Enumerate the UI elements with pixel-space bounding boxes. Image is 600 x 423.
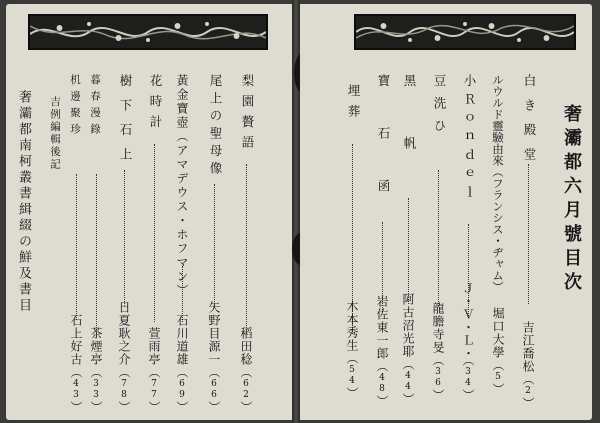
toc-item-title: 花時計: [148, 74, 163, 136]
toc-item-title: 埋葬: [346, 84, 361, 125]
toc-item-title: 机邊聚珍: [69, 74, 81, 140]
toc-item-author-page: 阿古沼光耶（44）: [401, 293, 415, 406]
toc-item-author-page: Ｊ・Ｖ・Ｌ・（34）: [461, 282, 475, 402]
dotted-leader: [154, 144, 155, 322]
ornament-vine-right: [354, 14, 576, 50]
toc-item: [116, 74, 134, 414]
toc-item: [460, 74, 478, 414]
toc-item-author-page: 龍膽寺旻（36）: [431, 302, 445, 402]
toc-item-page: 36: [433, 367, 443, 389]
toc-item-page: 77: [149, 379, 159, 401]
dotted-leader: [528, 164, 529, 304]
toc-item: [520, 74, 538, 414]
toc-item-title: 暮春漫錄: [89, 74, 101, 140]
toc-item-author: 稻田稔: [239, 327, 253, 366]
toc-item-page: 2: [523, 386, 533, 397]
dotted-leader: [214, 184, 215, 308]
toc-item-page: 34: [463, 367, 473, 389]
toc-item-author: 吉江喬松: [521, 321, 535, 373]
toc-item-title: 黑帆: [402, 74, 417, 199]
toc-item-author-page: 萱雨亭（77）: [147, 327, 161, 414]
toc-item-author: 矢野目源一: [207, 301, 221, 366]
toc-item-author-page: 石川道雄（69）: [175, 314, 189, 414]
toc-item-author-page: 木本秀生（54）: [345, 300, 359, 400]
toc-item: [174, 74, 192, 414]
toc-item: [430, 74, 448, 414]
toc-item-author: 龍膽寺旻: [431, 302, 445, 354]
toc-item: [146, 74, 164, 414]
toc-item-author-page: 石上好古（43）: [69, 314, 83, 414]
toc-item-author-page: 岩佐東一郎（48）: [375, 295, 389, 408]
toc-item: [400, 74, 418, 414]
toc-item-author-page: 稻田稔（62）: [239, 327, 253, 414]
toc-item-author: 茶煙亭: [89, 327, 103, 366]
toc-item-title: 寶石函: [376, 74, 391, 232]
toc-item: [374, 74, 392, 414]
toc-item-author-page: 日夏耿之介（78）: [117, 301, 131, 414]
toc-item-author: 阿古沼光耶: [401, 293, 415, 358]
toc-item-page: 78: [119, 379, 129, 401]
editorial-note: 吉例編輯後記: [49, 96, 61, 171]
toc-item-author: 日夏耿之介: [117, 301, 131, 366]
toc-item-title: ルウルド靈驗由來（フランシス・ヂャム）: [491, 74, 505, 293]
ornament-vine-left: [28, 14, 268, 50]
toc-item-title: 小Ｒｏｎｄｅｌ: [462, 74, 477, 204]
toc-item-author: 木本秀生: [345, 300, 359, 352]
toc-item-page: 54: [347, 365, 357, 387]
left-page: [6, 4, 292, 420]
toc-item-author: 萱雨亭: [147, 327, 161, 366]
toc-item: [238, 74, 256, 414]
toc-item-page: 44: [403, 371, 413, 393]
toc-item: [344, 74, 362, 414]
toc-item-page: 62: [241, 379, 251, 401]
dotted-leader: [408, 198, 409, 304]
dotted-leader: [246, 164, 247, 334]
binding-title: 奢灞都南柯叢書緝綴の鮮及書目: [16, 90, 31, 314]
toc-item: [206, 74, 224, 414]
toc-item: [68, 74, 86, 414]
right-page: [300, 4, 592, 420]
toc-item-title: 樹下石上: [118, 74, 133, 172]
toc-item-title: 豆洗ひ: [432, 74, 447, 142]
toc-item-author: 堀口大學: [491, 307, 505, 359]
toc-item-title: 尾上の聖母像: [208, 74, 223, 179]
toc-item: [88, 74, 106, 414]
toc-item-page: 69: [177, 379, 187, 401]
toc-item-author: 岩佐東一郎: [375, 295, 389, 360]
toc-item: [490, 74, 508, 414]
toc-item-author: 石川道雄: [175, 314, 189, 366]
dotted-leader: [124, 170, 125, 306]
toc-item-page: 33: [91, 379, 101, 401]
toc-item-page: 5: [493, 372, 503, 383]
toc-item-page: 66: [209, 379, 219, 401]
dotted-leader: [438, 170, 439, 306]
toc-item-author-page: 吉江喬松（2）: [521, 321, 535, 410]
dotted-leader: [76, 174, 77, 320]
toc-item-title: 梨園贅語: [240, 74, 255, 156]
toc-item-author-page: 茶煙亭（33）: [89, 327, 103, 414]
toc-item-author: Ｊ・Ｖ・Ｌ・: [461, 282, 475, 360]
toc-item-title: 黃金寶壺（アマデウス・ホフマン）: [175, 74, 189, 298]
toc-item-title: 白き殿堂: [522, 74, 537, 172]
toc-item-page: 48: [377, 373, 387, 395]
toc-item-author: 石上好古: [69, 314, 83, 366]
toc-item-author-page: 矢野目源一（66）: [207, 301, 221, 414]
toc-item-author-page: 堀口大學（5）: [491, 307, 505, 396]
toc-item-page: 43: [71, 379, 81, 401]
dotted-leader: [96, 174, 97, 334]
page-title: 奢灞都六月號目次: [561, 104, 582, 296]
